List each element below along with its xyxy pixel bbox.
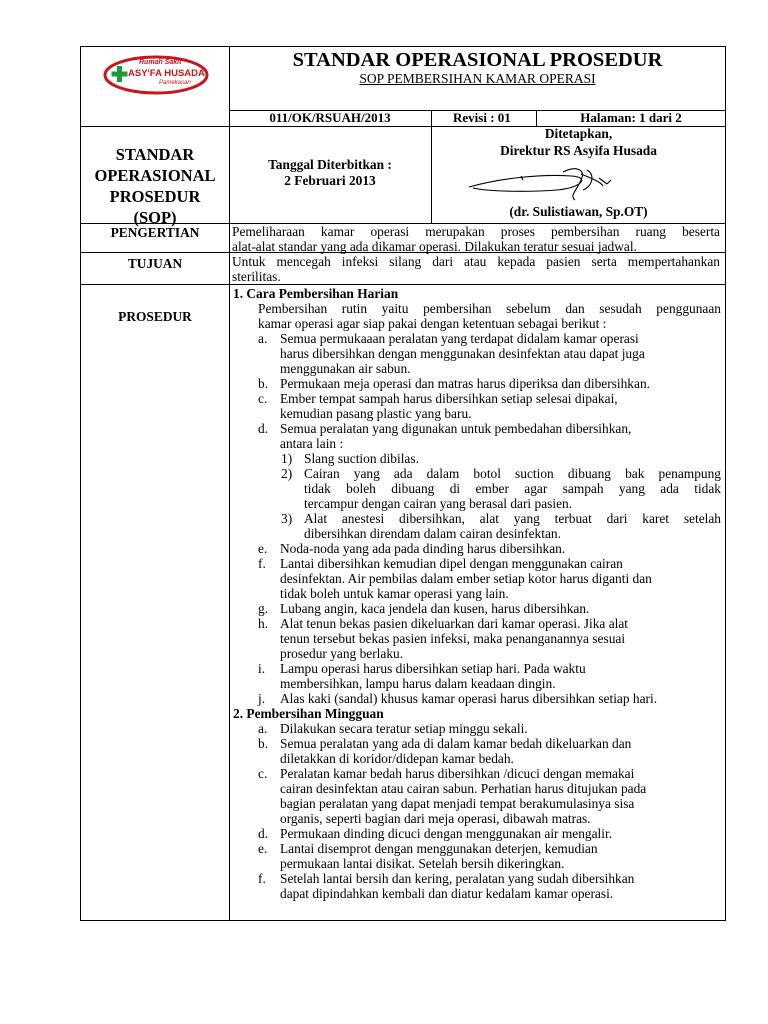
text-line: Ember tempat sampah harus dibersihkan setiap selesai dipakai, bbox=[280, 391, 618, 406]
list-item bbox=[233, 721, 721, 736]
approval-director: Direktur RS Asyifa Husada bbox=[500, 143, 657, 158]
item-marker: e. bbox=[258, 541, 268, 556]
list-item bbox=[233, 556, 721, 601]
text-line: Alat tenun bekas pasien dikeluarkan dari kamar operasi. Jika alat bbox=[280, 616, 629, 631]
subitem-list bbox=[233, 451, 721, 541]
text-line: Lantai dibersihkan kemudian dipel dengan menggunakan cairan bbox=[280, 556, 623, 571]
item-list bbox=[233, 541, 721, 706]
text-line: Permukaan meja operasi dan matras harus diperiksa dan dibersihkan. bbox=[280, 376, 650, 391]
issue-date-label: Tanggal Diterbitkan : bbox=[268, 157, 392, 172]
pengertian-text bbox=[232, 224, 720, 254]
doc-number: 011/OK/RSUAH/2013 bbox=[269, 110, 391, 125]
text-line: harus dibersihkan dengan menggunakan desinfektan atau dapat juga bbox=[280, 346, 645, 361]
text-line: Lantai disemprot dengan menggunakan deterjen, kemudian bbox=[280, 841, 598, 856]
sop-label-line: (SOP) bbox=[133, 208, 177, 227]
sop-label-line: OPERASIONAL bbox=[94, 166, 216, 185]
logo-text-name: ASY'FA HUSADA bbox=[128, 68, 205, 79]
item-marker: i. bbox=[258, 661, 266, 676]
item-marker: d. bbox=[258, 421, 269, 436]
text-line: desinfektan. Air pembilas dalam ember setiap kotor harus diganti dan bbox=[280, 571, 652, 586]
text-line: organis, seperti bagian dari meja operasi, dibawah matras. bbox=[280, 811, 591, 826]
text-line: diletakkan di koridor/didepan kamar bedah. bbox=[280, 751, 514, 766]
logo-text-city: Pamekasan bbox=[159, 80, 191, 86]
text-line: tidak boleh untuk kamar operasi yang lain. bbox=[280, 586, 509, 601]
list-item bbox=[233, 421, 721, 451]
prosedur-label: PROSEDUR bbox=[118, 309, 192, 324]
list-item bbox=[233, 601, 721, 616]
item-marker: h. bbox=[258, 616, 269, 631]
item-marker: 1) bbox=[281, 451, 293, 466]
text-line: dapat dipindahkan kembali dan diatur kedalam kamar operasi. bbox=[280, 886, 614, 901]
text-line: Alas kaki (sandal) khusus kamar operasi harus dibersihkan setiap hari. bbox=[280, 691, 658, 706]
list-item bbox=[233, 766, 721, 826]
approval-title: Ditetapkan, bbox=[544, 126, 613, 141]
revision: Revisi : 01 bbox=[453, 110, 511, 125]
text-line: permukaan lantai disikat. Setelah bersih dikeringkan. bbox=[280, 856, 565, 871]
sop-label-line: STANDAR bbox=[115, 145, 195, 164]
list-item bbox=[233, 451, 721, 466]
text-line: tercampur dengan cairan yang berasal dari pasien. bbox=[304, 496, 573, 511]
text-line: Semua peralatan yang ada di dalam kamar bedah dikeluarkan dan bbox=[280, 736, 632, 751]
list-item bbox=[233, 691, 721, 706]
text-line: antara lain : bbox=[280, 436, 344, 451]
text-line: Setelah lantai bersih dan kering, peralatan yang sudah dibersihkan bbox=[280, 871, 635, 886]
item-marker: 2) bbox=[281, 466, 293, 481]
list-item bbox=[233, 871, 721, 901]
issue-date-value: 2 Februari 2013 bbox=[284, 173, 376, 188]
item-marker: j. bbox=[258, 691, 266, 706]
item-marker: c. bbox=[258, 391, 268, 406]
text-line: menggunakan air sabun. bbox=[280, 361, 411, 376]
list-item bbox=[233, 466, 721, 511]
item-marker: e. bbox=[258, 841, 268, 856]
item-list bbox=[233, 331, 721, 451]
item-marker: g. bbox=[258, 601, 269, 616]
list-item bbox=[233, 736, 721, 766]
text-line: prosedur yang berlaku. bbox=[280, 646, 404, 661]
text-line: kemudian pasang plastic yang baru. bbox=[280, 406, 472, 421]
list-item bbox=[233, 376, 721, 391]
list-item bbox=[233, 541, 721, 556]
text-line: Pemeliharaan kamar operasi merupakan proses pembersihan ruang beserta bbox=[232, 224, 720, 239]
approval-block bbox=[431, 126, 726, 159]
text-line: Lubang angin, kaca jendela dan kusen, harus dibersihkan. bbox=[280, 601, 590, 616]
document-title: STANDAR OPERASIONAL PROSEDUR bbox=[292, 49, 663, 71]
sop-document bbox=[80, 46, 726, 921]
text-line: Semua permukaaan peralatan yang terdapat didalam kamar operasi bbox=[280, 331, 639, 346]
text-line: Alat anestesi dibersihkan, alat yang terbuat dari karet setelah bbox=[304, 511, 721, 526]
list-item bbox=[233, 391, 721, 421]
text-line: sterilitas. bbox=[232, 269, 281, 284]
logo-text-top: Rumah Sakit bbox=[139, 59, 182, 66]
text-line: cairan desinfektan atau cairan sabun. Perhatian harus ditujukan pada bbox=[280, 781, 647, 796]
text-line: Slang suction dibilas. bbox=[304, 451, 419, 466]
text-line: Semua peralatan yang digunakan untuk pembedahan dibersihkan, bbox=[280, 421, 632, 436]
list-item bbox=[233, 661, 721, 691]
text-line: Cairan yang ada dalam botol suction dibuang bak penampung bbox=[304, 466, 721, 481]
pengertian-label: PENGERTIAN bbox=[110, 225, 200, 240]
item-list bbox=[233, 721, 721, 901]
column-divider bbox=[431, 110, 432, 126]
text-line: tidak boleh dibuang di ember agar sampah yang ada tidak bbox=[304, 481, 721, 496]
item-marker: c. bbox=[258, 766, 268, 781]
text-line: Noda-noda yang ada pada dinding harus dibersihkan. bbox=[280, 541, 566, 556]
item-marker: 3) bbox=[281, 511, 293, 526]
item-marker: d. bbox=[258, 826, 269, 841]
list-item bbox=[233, 616, 721, 661]
document-subtitle bbox=[229, 71, 726, 87]
item-marker: f. bbox=[258, 556, 266, 571]
issue-date-block bbox=[229, 157, 431, 189]
text-line: Peralatan kamar bedah harus dibersihkan /dicuci dengan memakai bbox=[280, 766, 635, 781]
text-line: membersihkan, lampu harus dalam keadaan dingin. bbox=[280, 676, 556, 691]
list-item bbox=[233, 511, 721, 541]
text-line: Pembersihan rutin yaitu pembersihan sebelum dan sesudah penggunaan bbox=[258, 301, 721, 316]
sop-label bbox=[81, 144, 229, 228]
sop-label-line: PROSEDUR bbox=[109, 187, 201, 206]
tujuan-text bbox=[232, 254, 720, 284]
item-marker: b. bbox=[258, 736, 269, 751]
page-number: Halaman: 1 dari 2 bbox=[580, 110, 682, 125]
list-item bbox=[233, 841, 721, 871]
hospital-logo bbox=[103, 55, 209, 95]
text-line: alat-alat standar yang ada dikamar operasi. Dilakukan teratur sesuai jadwal. bbox=[232, 239, 637, 254]
section-heading: 1. Cara Pembersihan Harian bbox=[233, 286, 399, 301]
text-line: Dilakukan secara teratur setiap minggu sekali. bbox=[280, 721, 528, 736]
text-line: Untuk mencegah infeksi silang dari atau kepada pasien serta mempertahankan bbox=[232, 254, 720, 269]
list-item bbox=[233, 331, 721, 376]
item-marker: a. bbox=[258, 331, 268, 346]
subtitle-text: SOP PEMBERSIHAN KAMAR OPERASI bbox=[359, 71, 596, 86]
list-item bbox=[233, 826, 721, 841]
text-line: Permukaan dinding dicuci dengan menggunakan air mengalir. bbox=[280, 826, 613, 841]
section-heading: 2. Pembersihan Mingguan bbox=[233, 706, 384, 721]
approval-signer: (dr. Sulistiawan, Sp.OT) bbox=[509, 204, 648, 219]
item-marker: b. bbox=[258, 376, 269, 391]
row-divider bbox=[81, 284, 725, 285]
text-line: dibersihkan direndam dalam cairan desinfektan. bbox=[304, 526, 561, 541]
item-marker: f. bbox=[258, 871, 266, 886]
item-marker: a. bbox=[258, 721, 268, 736]
signature-image bbox=[461, 160, 661, 204]
text-line: kamar operasi agar siap pakai dengan ketentuan sebagai berikut : bbox=[258, 316, 607, 331]
text-line: Lampu operasi harus dibersihkan setiap hari. Pada waktu bbox=[280, 661, 586, 676]
text-line: bagian peralatan yang dapat menjadi tempat berakumulasinya sisa bbox=[280, 796, 635, 811]
tujuan-label: TUJUAN bbox=[127, 256, 183, 271]
prosedur-content bbox=[233, 286, 721, 901]
text-line: tenun tersebut bekas pasien infeksi, maka penanganannya sesuai bbox=[280, 631, 626, 646]
